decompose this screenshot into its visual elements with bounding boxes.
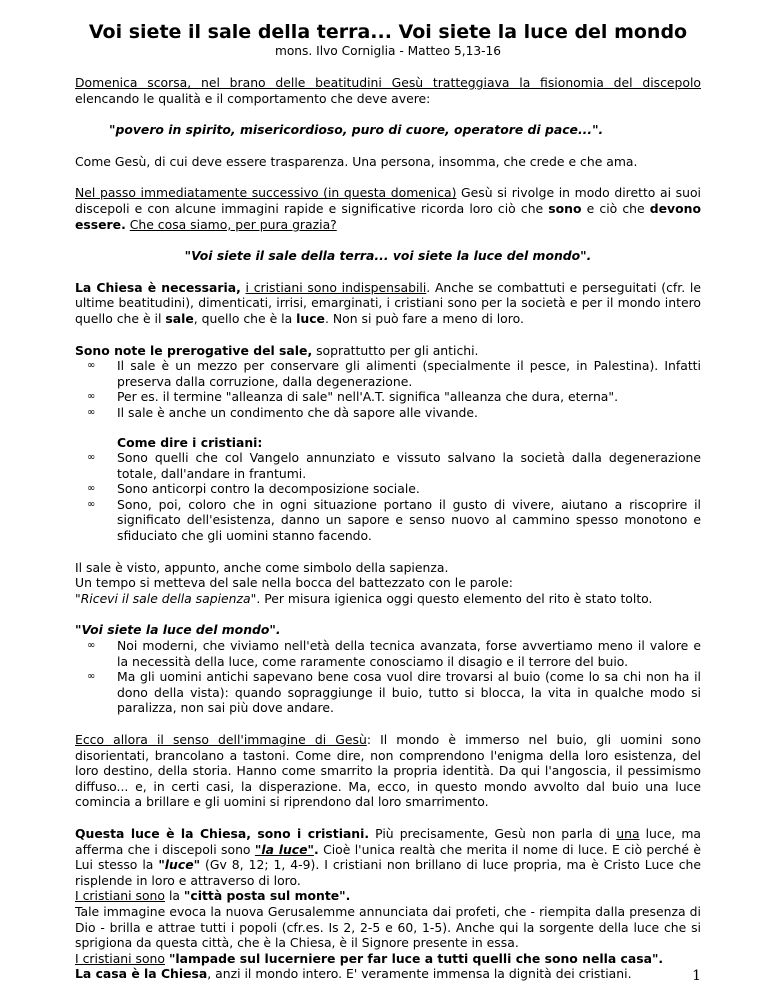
list-light: [75, 638, 701, 716]
paragraph-image-meaning: Ecco allora il senso dell'immagine di Gesù: Il mondo è immerso nel buio, gli uomini sono disorientati, brancolano a tastoni. Come dire, non comprendono l'enigma della loro esistenza, del loro destino, della storia. Hanno come smarrito la propria identità. Da qui l'angoscia, il pessimismo diffuso... e, in certi casi, la disperazione. Ma, ecco, in questo mondo avvolto dal buio una luce comincia a brillare e gli uomini si riprendono dal loro smarrimento.: [75, 732, 701, 810]
list-item: ∞ Il sale è anche un condimento che dà sapore alle vivande.: [87, 404, 478, 420]
bullet-icon: ∞: [87, 452, 96, 464]
paragraph-jesus: Come Gesù, di cui deve essere trasparenza. Una persona, insomma, che crede e che ama.: [75, 153, 638, 169]
list-item: ∞ Sono anticorpi contro la decomposizione sociale.: [87, 481, 420, 497]
quote-beatitudes: "povero in spirito, misericordioso, puro di cuore, operatore di pace...".: [109, 122, 604, 138]
heading-light: "Voi siete la luce del mondo".: [75, 622, 281, 638]
paragraph-salt-prerogatives: Sono note le prerogative del sale, soprattutto per gli antichi.: [75, 342, 479, 358]
paragraph-house: La casa è la Chiesa, anzi il mondo intero. E' veramente immensa la dignità dei cristiani.: [75, 966, 632, 982]
paragraph-jerusalem: Tale immagine evoca la nuova Gerusalemme annunciata dai profeti, che - riempita dalla presenza di Dio - brilla e attrae tutti i popoli (cfr.es. Is 2, 2-5 e 60, 1-5). Anche qui la sorgente della luce che si sprigiona da questa città, che è la Chiesa, è il Signore presente in essa.: [75, 903, 701, 951]
list-item: ∞ Noi moderni, che viviamo nell'età della tecnica avanzata, forse avvertiamo meno il valore e la necessità della luce, come raramente conosciamo il disagio e il terrore del buio.: [87, 638, 701, 669]
bullet-icon: ∞: [87, 391, 96, 403]
page-subtitle: mons. Ilvo Corniglia - Matteo 5,13-16: [274, 44, 502, 58]
list-christians: [75, 450, 701, 544]
paragraph-light-church: Questa luce è la Chiesa, sono i cristiani. Più precisamente, Gesù non parla di una luce, ma afferma che i discepoli sono "la luce". Cioè l'unica realtà che merita il nome di luce. E ciò perché è Lui stesso la "luce" (Gv 8, 12; 1, 4-9). I cristiani non brillano di luce propria, ma è Cristo Luce che risplende in loro e attraverso di loro.: [75, 825, 702, 888]
list-item: ∞ Il sale è un mezzo per conservare gli alimenti (specialmente il pesce, in Palestina). Infatti preserva dalla corruzione, dalla degenerazione.: [87, 358, 701, 389]
list-item: ∞ Sono quelli che col Vangelo annunziato e vissuto salvano la società dalla degenerazione totale, dall'andare in frantumi.: [87, 450, 701, 481]
paragraph-lamps: I cristiani sono "lampade sul lucerniere per far luce a tutti quelli che sono nella casa".: [75, 950, 664, 966]
paragraph-intro: Domenica scorsa, nel brano delle beatitudini Gesù tratteggiava la fisionomia del discepolo elencando le qualità e il comportamento che deve avere:: [75, 75, 701, 106]
paragraph-wisdom: Il sale è visto, appunto, anche come simbolo della sapienza. Un tempo si metteva del sale nella bocca del battezzato con le parole: "Ricevi il sale della sapienza". Per misura igienica oggi questo elemento del rito è stato tolto.: [75, 559, 653, 606]
paragraph-next-passage: Nel passo immediatamente successivo (in questa domenica) Gesù si rivolge in modo diretto ai suoi discepoli e con alcune immagini rapide e significative ricorda loro ciò che sono e ciò che devono essere. Che cosa siamo, per pura grazia?: [75, 185, 701, 232]
bullet-icon: ∞: [87, 406, 96, 418]
bullet-icon: ∞: [87, 640, 96, 652]
list-item: ∞ Per es. il termine "alleanza di sale" nell'A.T. significa "alleanza che dura, eterna".: [87, 389, 619, 405]
list-item: ∞ Ma gli uomini antichi sapevano bene cosa vuol dire trovarsi al buio (come lo sa chi non ha il dono della vista): quando sopraggiunge il buio, tutto si blocca, la vita in qualche modo si paralizza, non sai più dove andare.: [87, 669, 701, 716]
document-page: [75, 20, 701, 982]
page-title: Voi siete il sale della terra... Voi siete la luce del mondo: [88, 21, 688, 43]
list-item: ∞ Sono, poi, coloro che in ogni situazione portano il gusto di vivere, aiutano a riscoprire il significato dell'esistenza, danno un sapore e senso nuovo al cammino spesso monotono e sfiduciato che gli uomini stanno facendo.: [87, 496, 701, 544]
bullet-icon: ∞: [87, 360, 96, 372]
bullet-icon: ∞: [87, 498, 96, 510]
quote-salt-light: "Voi siete il sale della terra... voi siete la luce del mondo".: [184, 248, 592, 264]
bullet-icon: ∞: [87, 483, 96, 495]
paragraph-church: La Chiesa è necessaria, i cristiani sono indispensabili. Anche se combattuti e perseguitati (cfr. le ultime beatitudini), dimenticati, irrisi, emarginati, i cristiani sono per la società e per il mondo intero quello che è il sale, quello che è la luce. Non si può fare a meno di loro.: [75, 279, 701, 326]
bullet-icon: ∞: [87, 671, 96, 683]
page-number: 1: [692, 968, 701, 984]
paragraph-city-on-hill: I cristiani sono la "città posta sul monte".: [75, 888, 351, 904]
list-salt: [75, 358, 701, 420]
list-heading-christians: Come dire i cristiani:: [117, 434, 263, 450]
